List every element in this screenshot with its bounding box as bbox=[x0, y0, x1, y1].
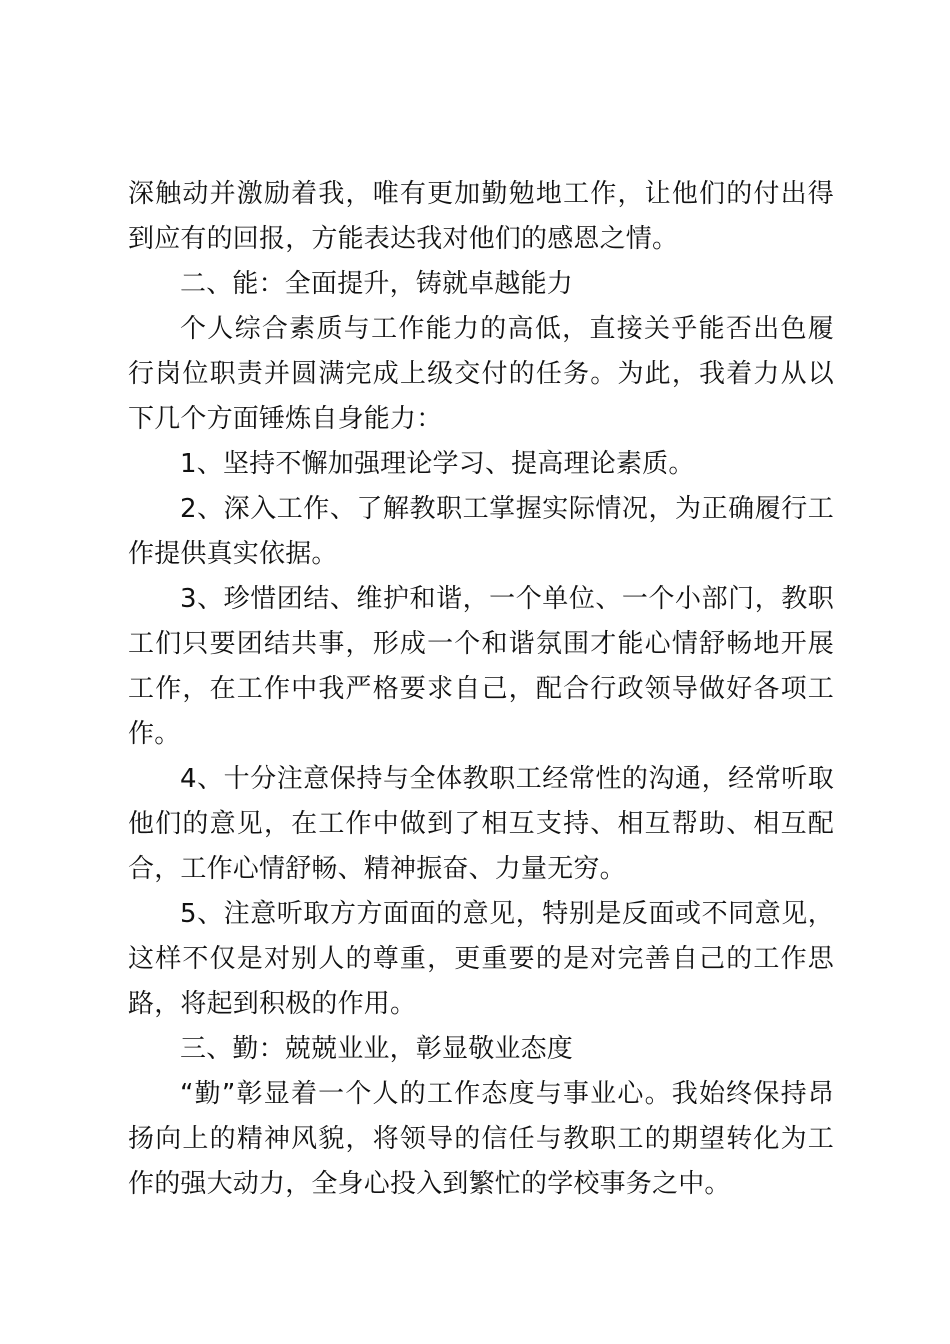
list-item-4: 4、十分注意保持与全体教职工经常性的沟通，经常听取他们的意见，在工作中做到了相互支持、相互帮助、相互配合，工作心情舒畅、精神振奋、力量无穷。 bbox=[128, 764, 834, 884]
paragraph-ability-intro: 个人综合素质与工作能力的高低，直接关乎能否出色履行岗位职责并圆满完成上级交付的任务。为此，我着力从以下几个方面锤炼自身能力： bbox=[128, 314, 834, 434]
section-heading-diligence: 三、勤：兢兢业业，彰显敬业态度 bbox=[180, 1034, 574, 1064]
paragraph-continuation: 深触动并激励着我，唯有更加勤勉地工作，让他们的付出得到应有的回报，方能表达我对他们的感恩之情。 bbox=[128, 179, 834, 254]
list-item-2: 2、深入工作、了解教职工掌握实际情况，为正确履行工作提供真实依据。 bbox=[128, 494, 834, 569]
section-heading-ability: 二、能：全面提升，铸就卓越能力 bbox=[180, 269, 574, 299]
list-item-5: 5、注意听取方方面面的意见，特别是反面或不同意见，这样不仅是对别人的尊重，更重要的是对完善自己的工作思路，将起到积极的作用。 bbox=[128, 899, 834, 1019]
paragraph-diligence: “勤”彰显着一个人的工作态度与事业心。我始终保持昂扬向上的精神风貌，将领导的信任与教职工的期望转化为工作的强大动力，全身心投入到繁忙的学校事务之中。 bbox=[128, 1079, 834, 1199]
list-item-1: 1、坚持不懈加强理论学习、提高理论素质。 bbox=[180, 449, 695, 479]
list-item-3: 3、珍惜团结、维护和谐，一个单位、一个小部门，教职工们只要团结共事，形成一个和谐氛围才能心情舒畅地开展工作，在工作中我严格要求自己，配合行政领导做好各项工作。 bbox=[128, 584, 834, 749]
document-body bbox=[128, 172, 834, 1207]
